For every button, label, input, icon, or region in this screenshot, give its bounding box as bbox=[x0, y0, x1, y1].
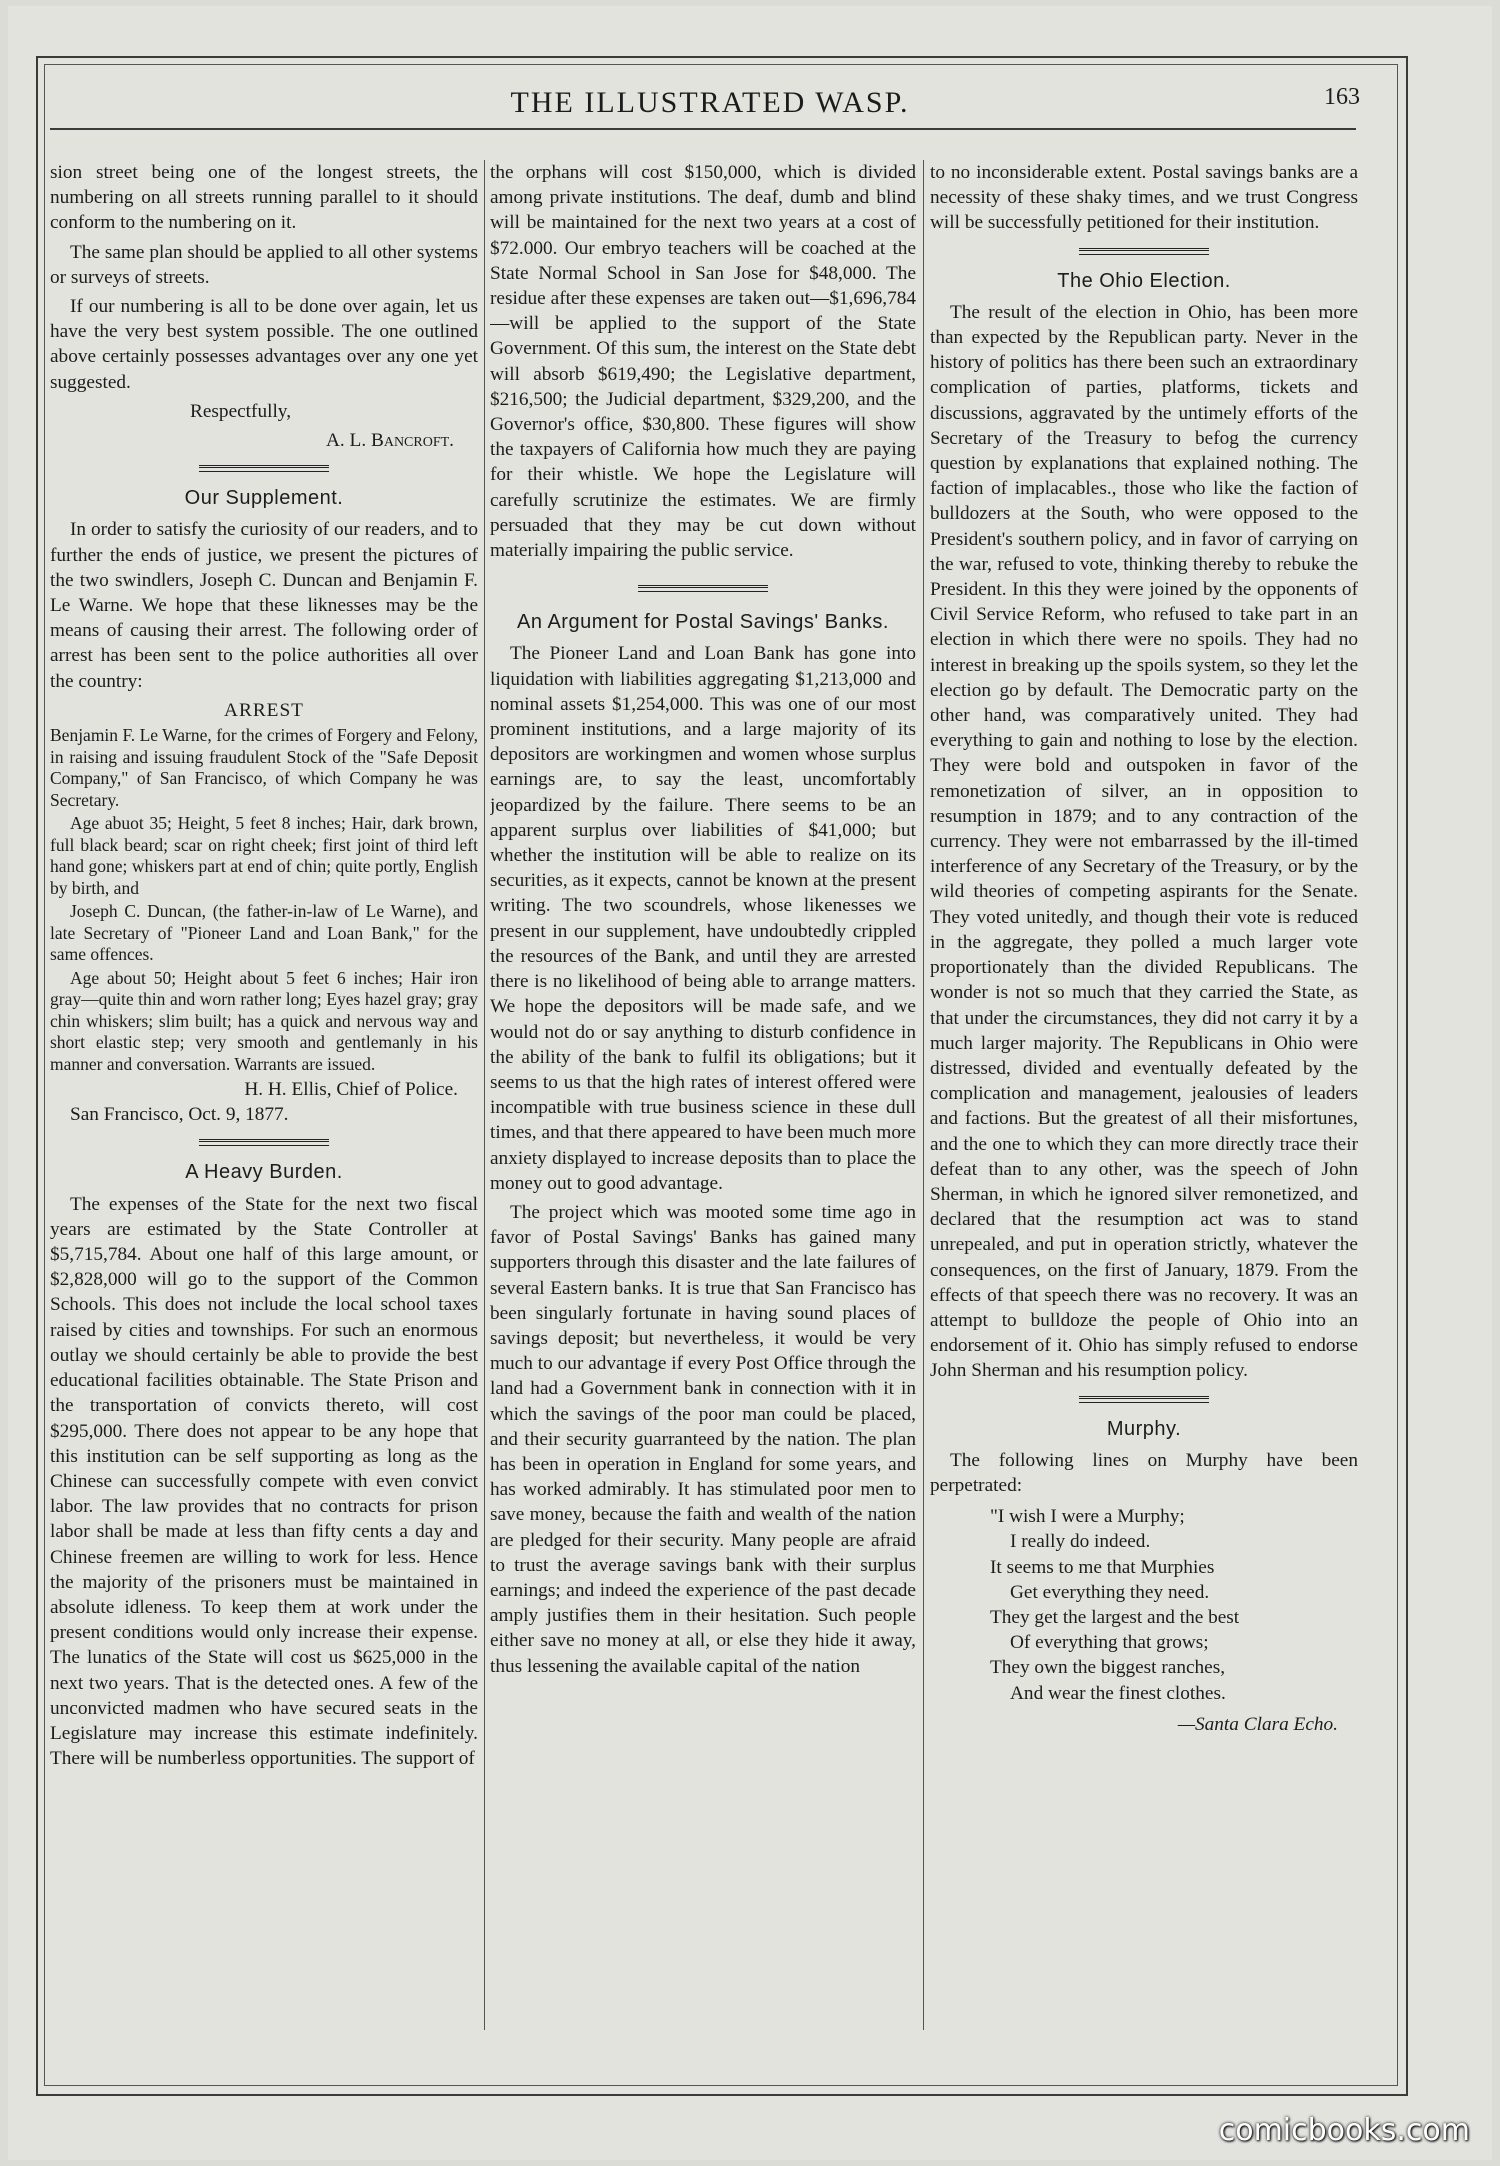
section-heading-burden: A Heavy Burden. bbox=[185, 1161, 343, 1184]
poem-line: "I wish I were a Murphy; bbox=[990, 1506, 1185, 1528]
letter-closing: Respectfully, bbox=[190, 400, 292, 422]
header-rule bbox=[50, 128, 1356, 130]
paragraph: the orphans will cost $150,000, which is divided among private institutions. The deaf, dumb and blind will be maintained for the next two years at a cost of $72.000. Our embryo teachers will be coached at the State Normal School in San Jose for $48,000. The residue after these expenses are taken out—$1,696,784—will be applied to the support of the State Government. Of this sum, the interest on the State debt will absorb $619,490; the Legislative department, $216,500; the Judicial department, $329,200, and the Governor's office, $30,800. These figures will show the taxpayers of California how much they are paying for their whistle. We hope the Legislature will carefully scrutinize the estimates. We are firmly persuaded that they may be cut down without materially impairing the public service. bbox=[490, 162, 916, 562]
arrest-paragraph: Age about 50; Height about 5 feet 6 inches; Hair iron gray—quite thin and worn rather long; Eyes hazel gray; gray chin whiskers; slim built; has a quick and nervous way and short elastic step; very smooth and gentlemanly in his manner and conversation. Warrants are issued. bbox=[50, 967, 478, 1074]
paragraph: The expenses of the State for the next two fiscal years are estimated by the State Controller at $5,715,784. About one half of this large amount, or $2,828,000 will go to the support of the Common Schools. This does not include the local school taxes raised by cities and townships. For such an enormous outlay we should certainly be able to provide the best educational facilities obtainable. The State Prison and the transportation of convicts thereto, will cost $295,000. There does not appear to be any hope that this institution can be self supporting as long as the Chinese can successfully compete with even convict labor. The law provides that no contracts for prison labor shall be made at less than fifty cents a day and Chinese freemen are willing to work for less. Hence the majority of the prisoners must be maintained in absolute idleness. To keep them at work under the present conditions would only increase their expense. The lunatics of the State will cost us $625,000 in the next two years. That is the detected ones. A few of the unconvicted madmen who have secured seats in the Legislature may increase this estimate indefinitely. There will be numberless opportunities. The support of bbox=[50, 1193, 478, 1770]
arrest-paragraph: Age abuot 35; Height, 5 feet 8 inches; Hair, dark brown, full black beard; scar on right cheek; first joint of third left hand gone; whiskers part at end of chin; quite portly, English by birth, and bbox=[50, 813, 478, 898]
column-3 bbox=[930, 160, 1358, 2030]
letter-signature: A. L. Bancroft. bbox=[325, 430, 454, 452]
column-divider-2 bbox=[923, 160, 924, 2030]
paragraph: The following lines on Murphy have been perpetrated: bbox=[930, 1449, 1358, 1496]
poem-line: They get the largest and the best bbox=[990, 1606, 1240, 1628]
section-separator bbox=[199, 465, 329, 472]
section-heading-postal: An Argument for Postal Savings' Banks. bbox=[517, 611, 889, 634]
dateline: San Francisco, Oct. 9, 1877. bbox=[70, 1104, 289, 1126]
paragraph: The same plan should be applied to all other systems or surveys of streets. bbox=[50, 241, 478, 288]
paragraph: If our numbering is all to be done over again, let us have the very best system possible. The one outlined above certainly possesses advantages over any one yet suggested. bbox=[50, 296, 478, 393]
paragraph: sion street being one of the longest streets, the numbering on all streets running parallel to it should conform to the numbering on it. bbox=[50, 162, 478, 234]
section-heading-ohio: The Ohio Election. bbox=[1057, 269, 1231, 292]
paragraph: In order to satisfy the curiosity of our readers, and to further the ends of justice, we present the pictures of the two swindlers, Joseph C. Duncan and Benjamin F. Le Warne. We hope that these liknesses may be the means of causing their arrest. The following order of arrest has been sent to the police authorities all over the country: bbox=[50, 519, 478, 692]
arrest-order bbox=[50, 725, 478, 1075]
arrest-heading: ARREST bbox=[224, 699, 304, 721]
poem-line: They own the biggest ranches, bbox=[990, 1657, 1226, 1679]
section-separator bbox=[1079, 248, 1209, 255]
page-header bbox=[60, 82, 1360, 122]
paragraph: to no inconsiderable extent. Postal savings banks are a necessity of these shaky times, and we trust Congress will be successfully petitioned for their institution. bbox=[930, 162, 1358, 234]
poem-line: And wear the finest clothes. bbox=[1010, 1682, 1226, 1704]
watermark: comicbooks.com bbox=[1218, 2113, 1470, 2148]
paragraph: The result of the election in Ohio, has been more than expected by the Republican party. Never in the history of politics has there been such an extraordinary complication of parties, platforms, tickets and discussions, aggravated by the untimely efforts of the Secretary of the Treasury to befog the currency question by explanations that explained nothing. The faction of implacables., those who like the faction of bulldozers at the South, who were opposed to the President's southern policy, and in favor of carrying on the war, refused to vote, thinking thereby to rebuke the President. In this they were joined by the opponents of Civil Service Reform, who refused to take part in an election in which there were no spoils. They had no interest in breaking up the spoils system, so they let the election go by default. The Democratic party on the other hand, was comparatively united. They had everything to gain and nothing to lose by the election. They were bold and outspoken in favor of the remonetization of silver, an in opposition to resumption in 1879; and to any contraction of the currency. They were not embarrassed by the ill-timed interference of any Secretary of the Treasury, or by the wild theories of competing aspirants for the Senate. They voted unitedly, and though their vote is reduced in the aggregate, they polled a much larger vote proportionately than the divided Republicans. The wonder is not so much that they carried the State, as that under the circumstances, they did not carry it by a much larger majority. The Republicans in Ohio were distressed, divided and eventually defeated by the complication and management, jealousies of leaders and factions. But the greatest of all their misfortunes, and the one to which they can more directly trace their defeat than to any other, was the speech of John Sherman, in which he ignored silver remonetized, and declared that the resumption act was to stand unrepealed, and put in operation strictly, whatever the consequences, on the first of January, 1879. From the effects of that speech there was no recovery. It was an attempt to bulldoze the people of Ohio into an endorsement of it. Ohio has simply refused to endorse John Sherman and his resumption policy. bbox=[930, 301, 1358, 1382]
poem-line: Get everything they need. bbox=[1010, 1581, 1210, 1603]
poem-line: I really do indeed. bbox=[1010, 1531, 1151, 1553]
section-separator bbox=[199, 1139, 329, 1146]
poem-attribution: —Santa Clara Echo. bbox=[1177, 1713, 1338, 1735]
arrest-paragraph: Benjamin F. Le Warne, for the crimes of Forgery and Felony, in raising and issuing fraudulent Stock of the "Safe Deposit Company," of San Francisco, of which Company he was Secretary. bbox=[50, 725, 478, 810]
poem bbox=[930, 1504, 1358, 1706]
paragraph: The project which was mooted some time ago in favor of Postal Savings' Banks has gained many supporters through this disaster and the late failures of several Eastern banks. It is true that San Francisco has been singularly fortunate in having sound places of savings deposit; but nevertheless, it would be very much to our advantage if every Post Office through the land had a Government bank in connection with it in which the savings of the poor man could be placed, and their security guarranteed by the nation. The plan has been in operation in England for some years, and has worked admirably. It has stimulated poor men to save money, because the faith and wealth of the nation are pledged for their security. Many people are afraid to trust the average savings bank with their surplus earnings; and indeed the experience of the past decade amply justifies them in their hesitation. Such people either save no money at all, or else they hide it away, thus lessening the available capital of the nation bbox=[490, 1201, 916, 1677]
column-2 bbox=[490, 160, 916, 2030]
paragraph: The Pioneer Land and Loan Bank has gone into liquidation with liabilities aggregating $1,213,000 and nominal assets $1,254,000. This was one of our most prominent institutions, and a large majority of its depositors are workingmen and women whose surplus earnings are, to say the least, uncomfortably jeopardized by the failure. There seems to be an apparent surplus over liabilities of $41,000; but whether the institution will be able to realize on its securities, as it expects, cannot be known at the present writing. The two scoundrels, whose likenesses we present in our supplement, have undoubtedly crippled the resources of the Bank, and until they are arrested there is no likelihood of being able to arrange matters. We hope the depositors will be made safe, and we would not do or say anything to disturb confidence in the ability of the bank to fulfil its obligations; but it seems to us that the high rates of interest offered were incompatible with true business science in these dull times, and that there appeared to have been much more anxiety displayed to increase deposits than to place the money out to good advantage. bbox=[490, 643, 916, 1194]
poem-line: Of everything that grows; bbox=[1010, 1632, 1209, 1654]
section-heading-supplement: Our Supplement. bbox=[184, 487, 344, 510]
section-separator bbox=[638, 585, 768, 592]
column-1 bbox=[50, 160, 478, 2030]
page-number: 163 bbox=[1324, 84, 1360, 110]
section-heading-murphy: Murphy. bbox=[1106, 1417, 1182, 1440]
masthead-title: THE ILLUSTRATED WASP. bbox=[510, 86, 910, 119]
column-divider-1 bbox=[484, 160, 485, 2030]
poem-line: It seems to me that Murphies bbox=[990, 1556, 1215, 1578]
section-separator bbox=[1079, 1396, 1209, 1403]
arrest-paragraph: Joseph C. Duncan, (the father-in-law of Le Warne), and late Secretary of "Pioneer Land and Loan Bank," for the same offences. bbox=[50, 901, 478, 965]
chief-signature: H. H. Ellis, Chief of Police. bbox=[244, 1079, 458, 1101]
